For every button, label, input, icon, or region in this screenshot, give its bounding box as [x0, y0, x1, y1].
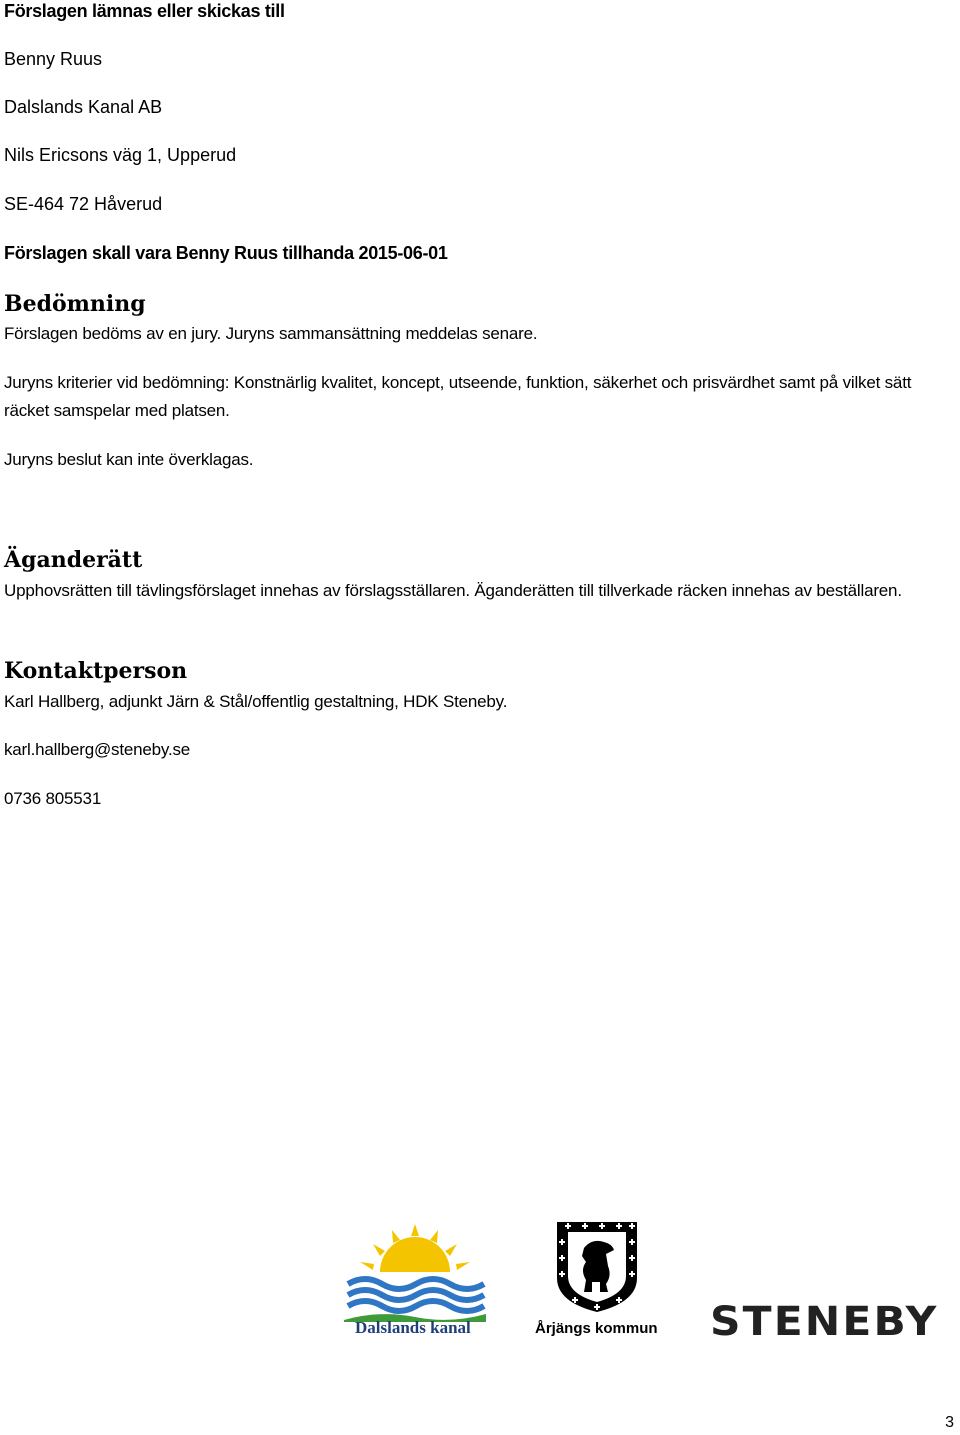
steneby-wordmark: STENEBY: [710, 1299, 939, 1345]
submission-heading: Förslagen lämnas eller skickas till: [4, 1, 285, 21]
recipient-street: Nils Ericsons väg 1, Upperud: [4, 145, 237, 165]
contact-heading: Kontaktperson: [4, 658, 188, 684]
dalslands-kanal-wordmark: Dalslands kanal: [355, 1318, 471, 1337]
recipient-company: Dalslands Kanal AB: [4, 97, 163, 117]
contact-phone: 0736 805531: [4, 789, 102, 808]
ownership-text: Upphovsrätten till tävlingsförslaget innehas av förslagsställaren. Äganderätten till tillverkade räcken innehas av beställaren.: [4, 581, 902, 600]
dalslands-kanal-logo: [340, 1222, 490, 1342]
arjangs-kommun-wordmark: Årjängs kommun: [535, 1320, 658, 1337]
recipient-postal: SE-464 72 Håverud: [4, 194, 163, 214]
steneby-logo: [710, 1300, 960, 1344]
ownership-heading: Äganderätt: [4, 547, 143, 573]
arjangs-kommun-logo: [532, 1220, 662, 1345]
arjang-coat-of-arms-icon: [532, 1220, 662, 1315]
assessment-heading: Bedömning: [4, 291, 146, 317]
contact-email[interactable]: karl.hallberg@steneby.se: [4, 740, 191, 759]
assessment-final-text: Juryns beslut kan inte överklagas.: [4, 450, 254, 469]
assessment-criteria-text: Juryns kriterier vid bedömning: Konstnärlig kvalitet, koncept, utseende, funktion, säkerhet och prisvärdhet samt på vilket sätt räcket samspelar med platsen.: [4, 373, 912, 420]
page-number: 3: [945, 1414, 954, 1431]
submission-deadline: Förslagen skall vara Benny Ruus tillhanda 2015-06-01: [4, 243, 448, 263]
recipient-name: Benny Ruus: [4, 49, 103, 69]
assessment-jury-text: Förslagen bedöms av en jury. Juryns sammansättning meddelas senare.: [4, 324, 538, 343]
contact-person: Karl Hallberg, adjunkt Järn & Stål/offentlig gestaltning, HDK Steneby.: [4, 692, 508, 711]
dalsland-sun-waves-icon: [340, 1222, 490, 1322]
